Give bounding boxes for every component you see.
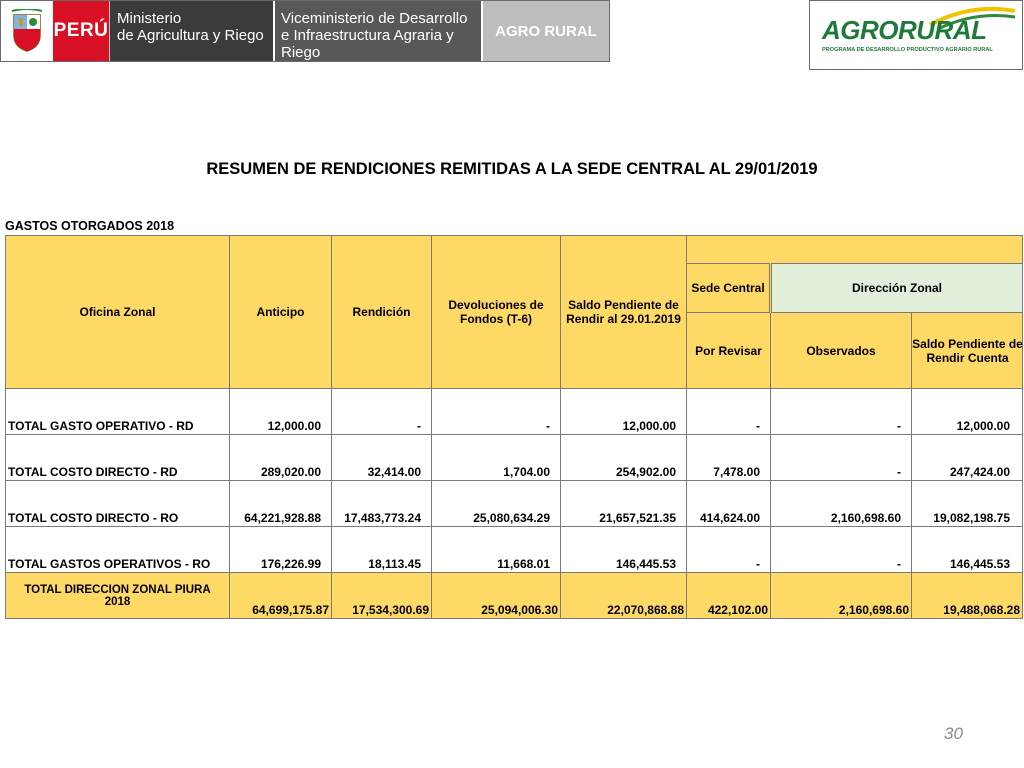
header-por-revisar: Por Revisar <box>687 313 771 389</box>
cell-rendicion: 18,113.45 <box>332 527 432 573</box>
page-title: RESUMEN DE RENDICIONES REMITIDAS A LA SEDE CENTRAL AL 29/01/2019 <box>206 160 818 178</box>
vice-line-2: e Infraestructura Agraria y Riego <box>281 27 454 61</box>
agrorural-logo <box>809 0 1023 70</box>
cell-por-revisar: - <box>687 527 771 573</box>
cell-anticipo: 64,221,928.88 <box>230 481 332 527</box>
table-row <box>6 435 1023 481</box>
cell-saldo: 21,657,521.35 <box>561 481 687 527</box>
cell-por-revisar: - <box>687 389 771 435</box>
cell-saldo: 254,902.00 <box>561 435 687 481</box>
cell-por-revisar: 414,624.00 <box>687 481 771 527</box>
header-anticipo: Anticipo <box>230 236 332 389</box>
cell-saldo-cuenta: 247,424.00 <box>912 435 1023 481</box>
header-oficina: Oficina Zonal <box>6 236 230 389</box>
cell-saldo: 146,445.53 <box>561 527 687 573</box>
header-saldo: Saldo Pendiente de Rendir al 29.01.2019 <box>561 236 687 389</box>
cell-saldo-cuenta: 19,082,198.75 <box>912 481 1023 527</box>
total-por-revisar: 422,102.00 <box>687 573 771 619</box>
viceministry-label <box>273 1 481 61</box>
cell-saldo-cuenta: 12,000.00 <box>912 389 1023 435</box>
header-direccion-zonal: Dirección Zonal <box>771 263 1023 313</box>
cell-observados: 2,160,698.60 <box>771 481 912 527</box>
table-row <box>6 389 1023 435</box>
ministry-label <box>109 1 273 61</box>
total-anticipo: 64,699,175.87 <box>230 573 332 619</box>
cell-saldo-cuenta: 146,445.53 <box>912 527 1023 573</box>
cell-oficina: TOTAL COSTO DIRECTO - RD <box>6 435 230 481</box>
agro-rural-label: AGRO RURAL <box>481 1 609 61</box>
header-devoluciones: Devoluciones de Fondos (T-6) <box>432 236 561 389</box>
vice-line-1: Viceministerio de Desarrollo <box>281 10 468 27</box>
ministry-line-2: de Agricultura y Riego <box>117 27 264 44</box>
logo-word: AGRORURAL <box>822 15 987 45</box>
header-sede-central: Sede Central <box>686 263 770 313</box>
total-row <box>6 573 1023 619</box>
cell-oficina: TOTAL GASTOS OPERATIVOS - RO <box>6 527 230 573</box>
cell-devoluciones: - <box>432 389 561 435</box>
total-saldo: 22,070,868.88 <box>561 573 687 619</box>
cell-rendicion: - <box>332 389 432 435</box>
government-banner <box>0 0 610 62</box>
cell-por-revisar: 7,478.00 <box>687 435 771 481</box>
cell-anticipo: 12,000.00 <box>230 389 332 435</box>
section-subtitle: GASTOS OTORGADOS 2018 <box>5 219 175 233</box>
header-row <box>6 236 1023 389</box>
total-rendicion: 17,534,300.69 <box>332 573 432 619</box>
cell-anticipo: 176,226.99 <box>230 527 332 573</box>
page-number: 30 <box>944 724 963 743</box>
total-observados: 2,160,698.60 <box>771 573 912 619</box>
header-group <box>687 236 1023 389</box>
cell-rendicion: 17,483,773.24 <box>332 481 432 527</box>
cell-anticipo: 289,020.00 <box>230 435 332 481</box>
summary-table <box>5 235 1023 619</box>
cell-devoluciones: 11,668.01 <box>432 527 561 573</box>
cell-oficina: TOTAL GASTO OPERATIVO - RD <box>6 389 230 435</box>
total-devoluciones: 25,094,006.30 <box>432 573 561 619</box>
cell-observados: - <box>771 435 912 481</box>
cell-oficina: TOTAL COSTO DIRECTO - RO <box>6 481 230 527</box>
table-row <box>6 527 1023 573</box>
header-saldo-cuenta: Saldo Pendiente de Rendir Cuenta <box>912 337 1023 365</box>
total-oficina: TOTAL DIRECCION ZONAL PIURA 2018 <box>6 573 230 619</box>
cell-devoluciones: 1,704.00 <box>432 435 561 481</box>
cell-observados: - <box>771 389 912 435</box>
coat-of-arms-icon <box>1 1 53 61</box>
cell-saldo: 12,000.00 <box>561 389 687 435</box>
cell-devoluciones: 25,080,634.29 <box>432 481 561 527</box>
header-rendicion: Rendición <box>332 236 432 389</box>
logo-subtitle: PROGRAMA DE DESARROLLO PRODUCTIVO AGRARIO RURAL <box>822 47 993 53</box>
header-observados: Observados <box>771 313 912 389</box>
table-row <box>6 481 1023 527</box>
peru-label: PERÚ <box>53 1 109 61</box>
total-saldo-cuenta: 19,488,068.28 <box>912 573 1023 619</box>
cell-rendicion: 32,414.00 <box>332 435 432 481</box>
ministry-line-1: Ministerio <box>117 10 182 27</box>
cell-observados: - <box>771 527 912 573</box>
